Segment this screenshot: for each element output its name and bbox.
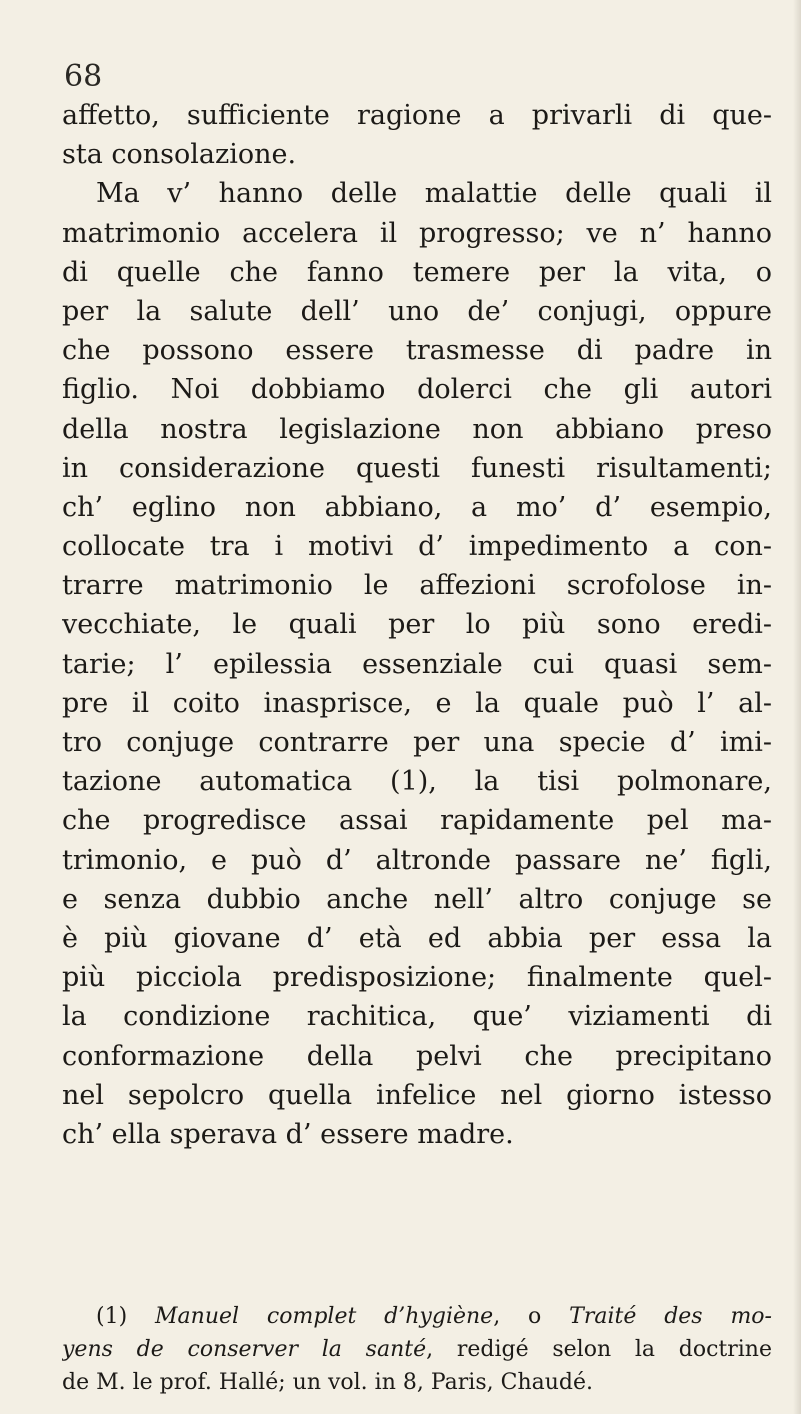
text-line: è più giovane d’ età ed abbia per essa la	[62, 922, 772, 954]
footnote-title-italic: Traité des mo-	[569, 1304, 772, 1329]
footnote-text: , o	[493, 1304, 542, 1329]
text-line: della nostra legislazione non abbiano preso	[62, 413, 772, 445]
body-text	[62, 96, 772, 1154]
text-line: figlio. Noi dobbiamo dolerci che gli autori	[62, 374, 772, 406]
footnote-title-italic: Manuel complet d’hygiène	[155, 1304, 494, 1329]
text-line: ch’ ella sperava d’ essere madre.	[62, 1118, 514, 1150]
footnote-line	[62, 1300, 772, 1333]
text-line: matrimonio accelera il progresso; ve n’ hanno	[62, 217, 772, 249]
footnote	[62, 1300, 772, 1399]
text-line: la condizione rachitica, que’ viziamenti di	[62, 1001, 772, 1033]
text-line: vecchiate, le quali per lo più sono eredi-	[62, 609, 772, 641]
text-line: che possono essere trasmesse di padre in	[62, 335, 772, 367]
page-edge-shadow	[793, 0, 801, 1414]
text-line: e senza dubbio anche nell’ altro conjuge se	[62, 883, 772, 915]
text-line: affetto, sufficiente ragione a privarli di que-	[62, 100, 772, 131]
text-line: in considerazione questi funesti risultamenti;	[62, 452, 772, 484]
text-line: ch’ eglino non abbiano, a mo’ d’ esempio,	[62, 491, 772, 523]
text-line: conformazione della pelvi che precipitano	[62, 1040, 772, 1072]
footnote-marker: (1)	[96, 1304, 128, 1329]
text-line: nel sepolcro quella infelice nel giorno istesso	[62, 1079, 772, 1111]
text-line: per la salute dell’ uno de’ conjugi, oppure	[62, 295, 772, 327]
text-line: più picciola predisposizione; finalmente quel-	[62, 962, 772, 994]
footnote-text: , redigé selon la doctrine	[426, 1337, 772, 1362]
text-line: pre il coito inasprisce, e la quale può l’ al-	[62, 687, 772, 719]
text-line: che progredisce assai rapidamente pel ma-	[62, 805, 772, 837]
text-line: collocate tra i motivi d’ impedimento a con-	[62, 531, 772, 563]
footnote-line	[62, 1333, 772, 1366]
text-line: trimonio, e può d’ altronde passare ne’ figli,	[62, 844, 772, 876]
footnote-title-italic: yens de conserver la santé	[62, 1337, 427, 1362]
text-line: tro conjuge contrarre per una specie d’ imi-	[62, 727, 772, 758]
text-line: di quelle che fanno temere per la vita, o	[62, 256, 772, 288]
footnote-line: de M. le prof. Hallé; un vol. in 8, Paris, Chaudé.	[62, 1370, 593, 1395]
page-number: 68	[64, 59, 103, 94]
text-line: tazione automatica (1), la tisi polmonare,	[62, 766, 772, 798]
text-line: Ma v’ hanno delle malattie delle quali il	[96, 178, 772, 210]
text-line: sta consolazione.	[62, 139, 297, 171]
text-line: trarre matrimonio le affezioni scrofolose in-	[62, 570, 772, 602]
text-line: tarie; l’ epilessia essenziale cui quasi sem-	[62, 648, 772, 680]
